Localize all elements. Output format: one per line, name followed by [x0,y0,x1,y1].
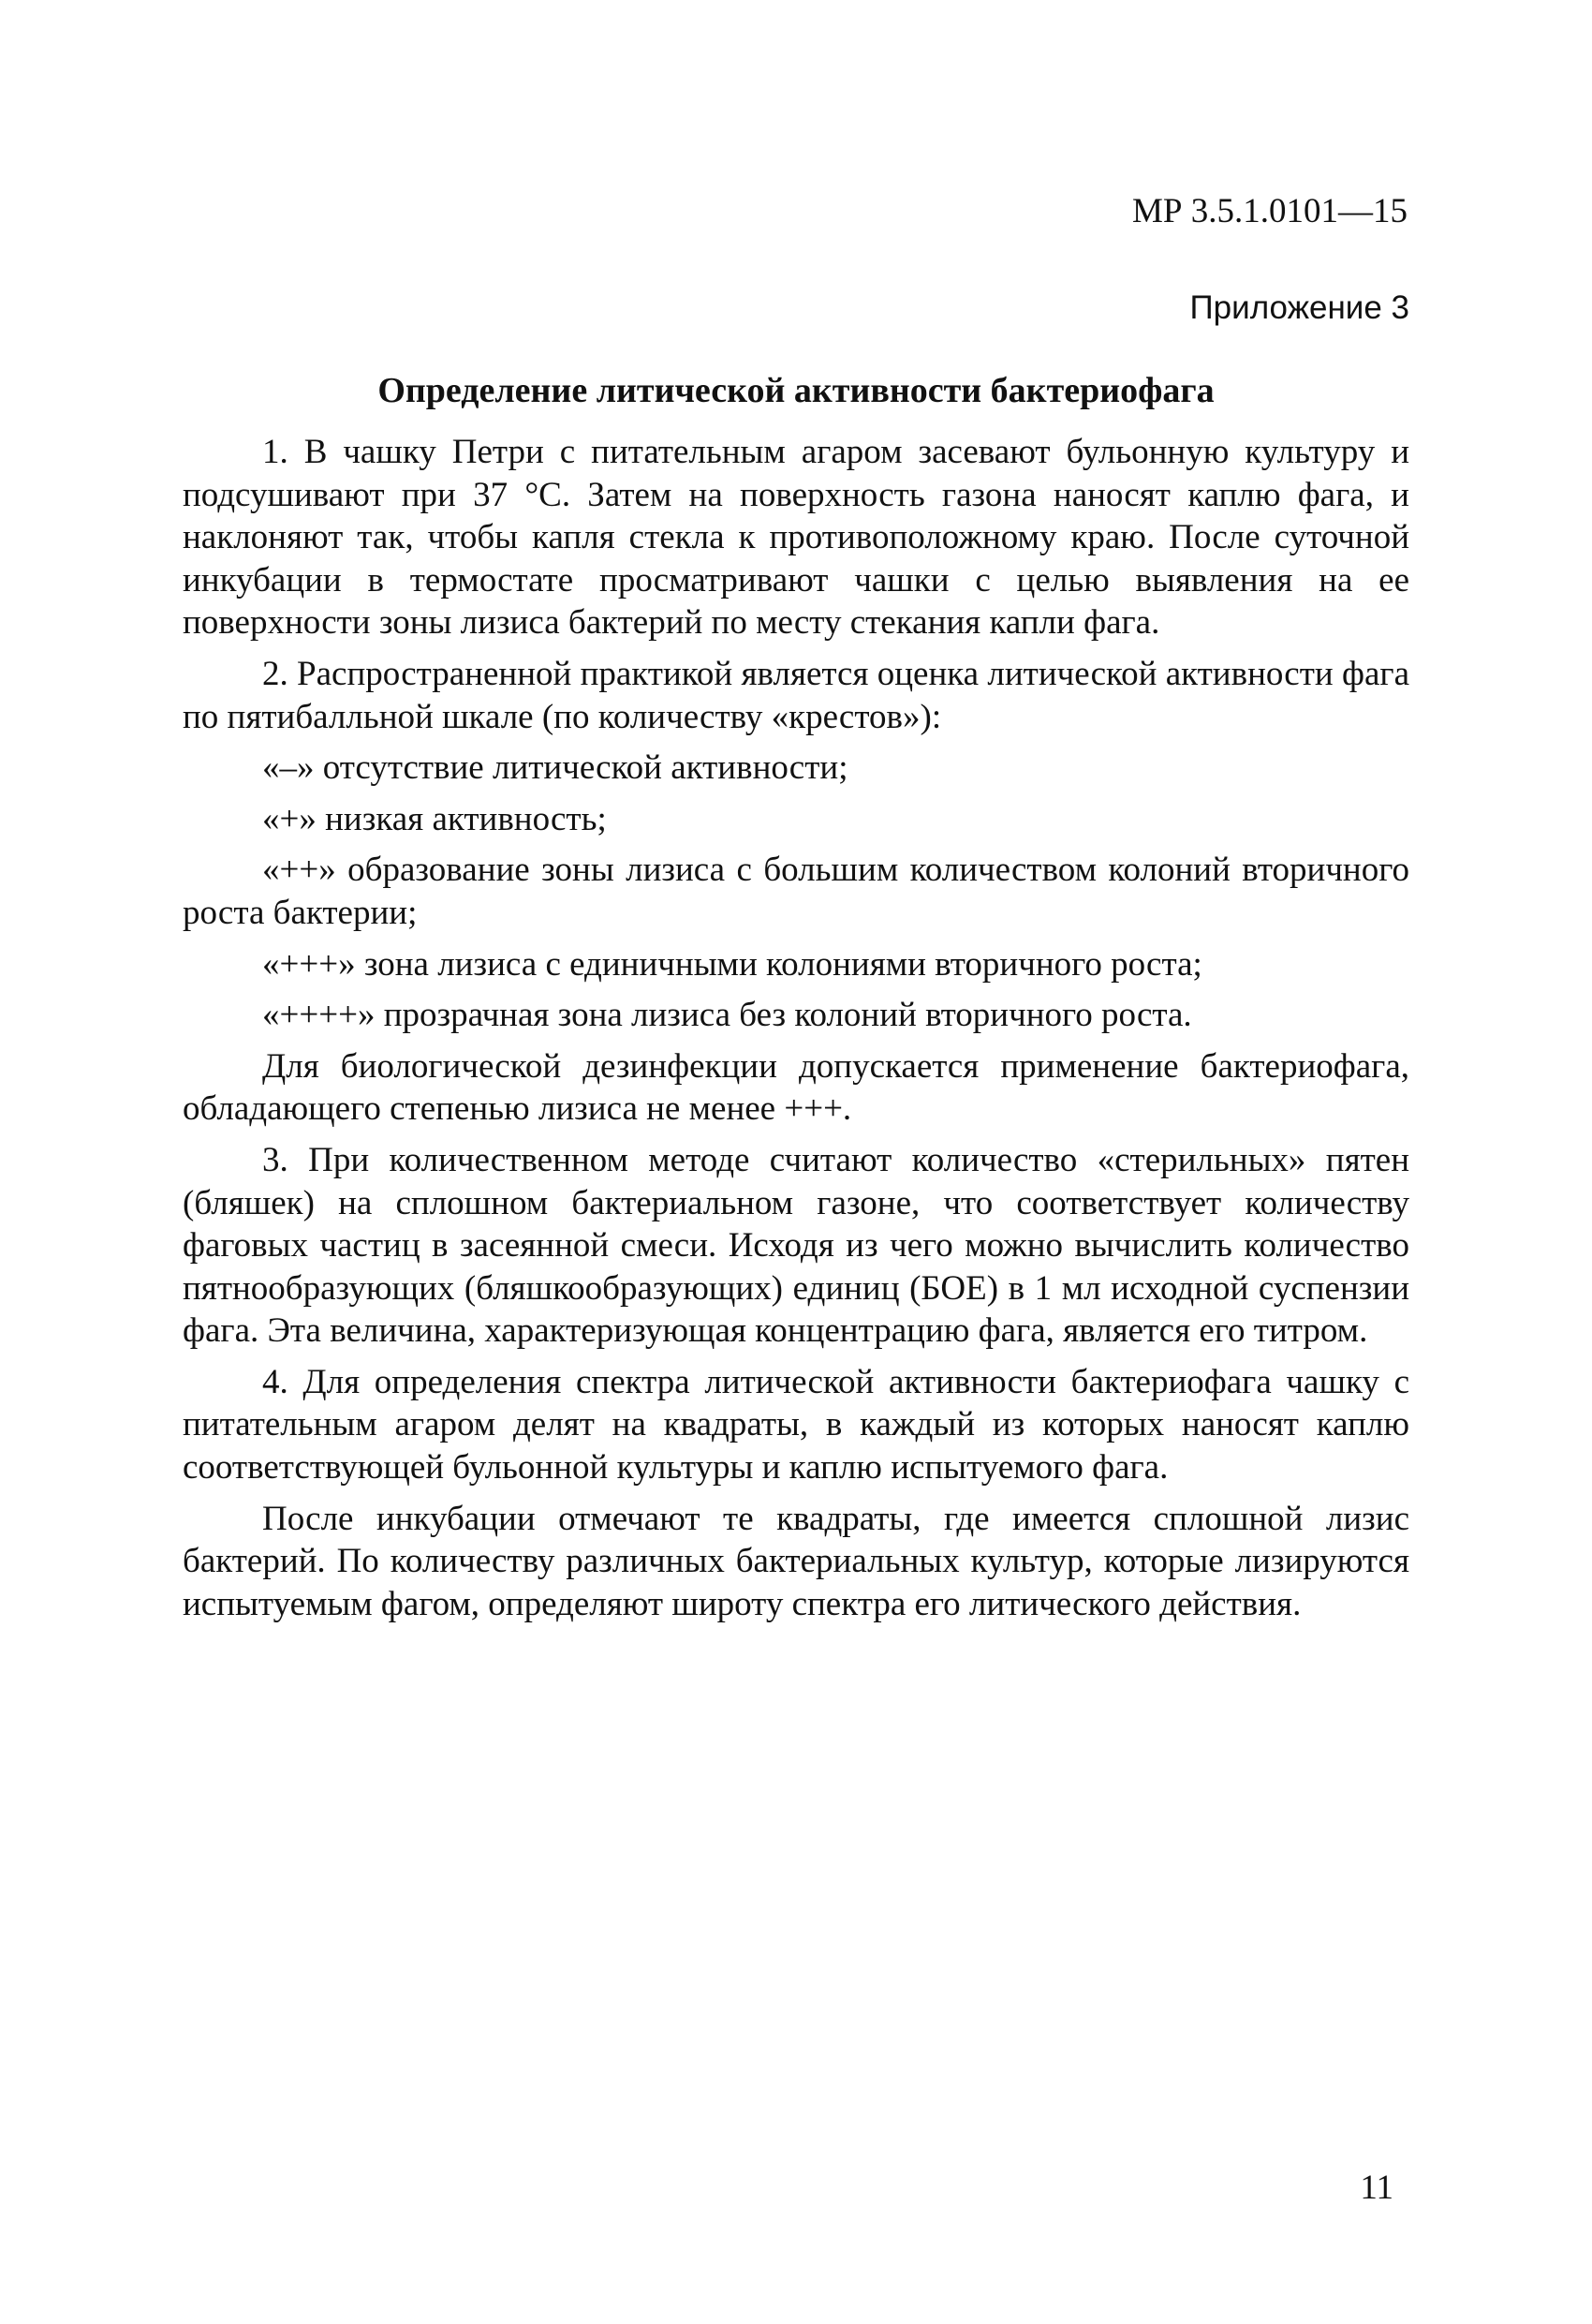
scale-item-plus2: «++» образование зоны лизиса с большим количеством колоний вторичного роста бактерии; [183,851,1409,932]
document-code: МР 3.5.1.0101—15 [1132,192,1408,230]
appendix-label: Приложение 3 [1189,289,1409,326]
page-number: 11 [1360,2169,1393,2207]
paragraph-item-3: 3. При количественном методе считают количество «стерильных» пятен (бляшек) на сплошном бактериальном газоне, что соответствует количеству фаговых частиц в засеянной смеси. Исходя из чего можно вычислить количество пятнообразующих (бляшкообразующих) единиц (БОЕ) в 1 мл исходной суспензии фага. Эта величина, характеризующая концентрацию фага, является его титром. [183,1140,1409,1351]
paragraph-item-4: 4. Для определения спектра литической активности бактериофага чашку с питательным агаром делят на квадраты, в каждый из которых наносят каплю соответствующей бульонной культуры и каплю испытуемого фага. [183,1362,1409,1488]
scale-item-plus4: «++++» прозрачная зона лизиса без колоний вторичного роста. [262,996,1192,1035]
paragraph-item-1: 1. В чашку Петри с питательным агаром засевают бульонную культуру и подсушивают при 37 °С. Затем на поверхность газона наносят каплю фага, и наклоняют так, чтобы капля стекла к противоположному краю. После суточной инкубации в термостате просматривают чашки с целью выявления на ее поверхности зоны лизиса бактерий по месту стекания капли фага. [183,433,1409,643]
body-text [183,431,1409,1634]
scale-item-plus3: «+++» зона лизиса с единичными колониями вторичного роста; [262,944,1202,984]
scale-item-plus1: «+» низкая активность; [262,799,607,838]
paragraph-disinfection-note: Для биологической дезинфекции допускается применение бактериофага, обладающего степенью лизиса не менее +++. [183,1046,1409,1129]
scale-item-minus: «–» отсутствие литической активности; [262,748,848,788]
paragraph-incubation-result: После инкубации отмечают те квадраты, где имеется сплошной лизис бактерий. По количеству различных бактериальных культур, которые лизируются испытуемым фагом, определяют широту спектра его литического действия. [183,1499,1409,1623]
paragraph-item-2: 2. Распространенной практикой является оценка литической активности фага по пятибалльной шкале (по количеству «крестов»): [183,654,1409,736]
section-title: Определение литической активности бактериофага [377,371,1215,410]
